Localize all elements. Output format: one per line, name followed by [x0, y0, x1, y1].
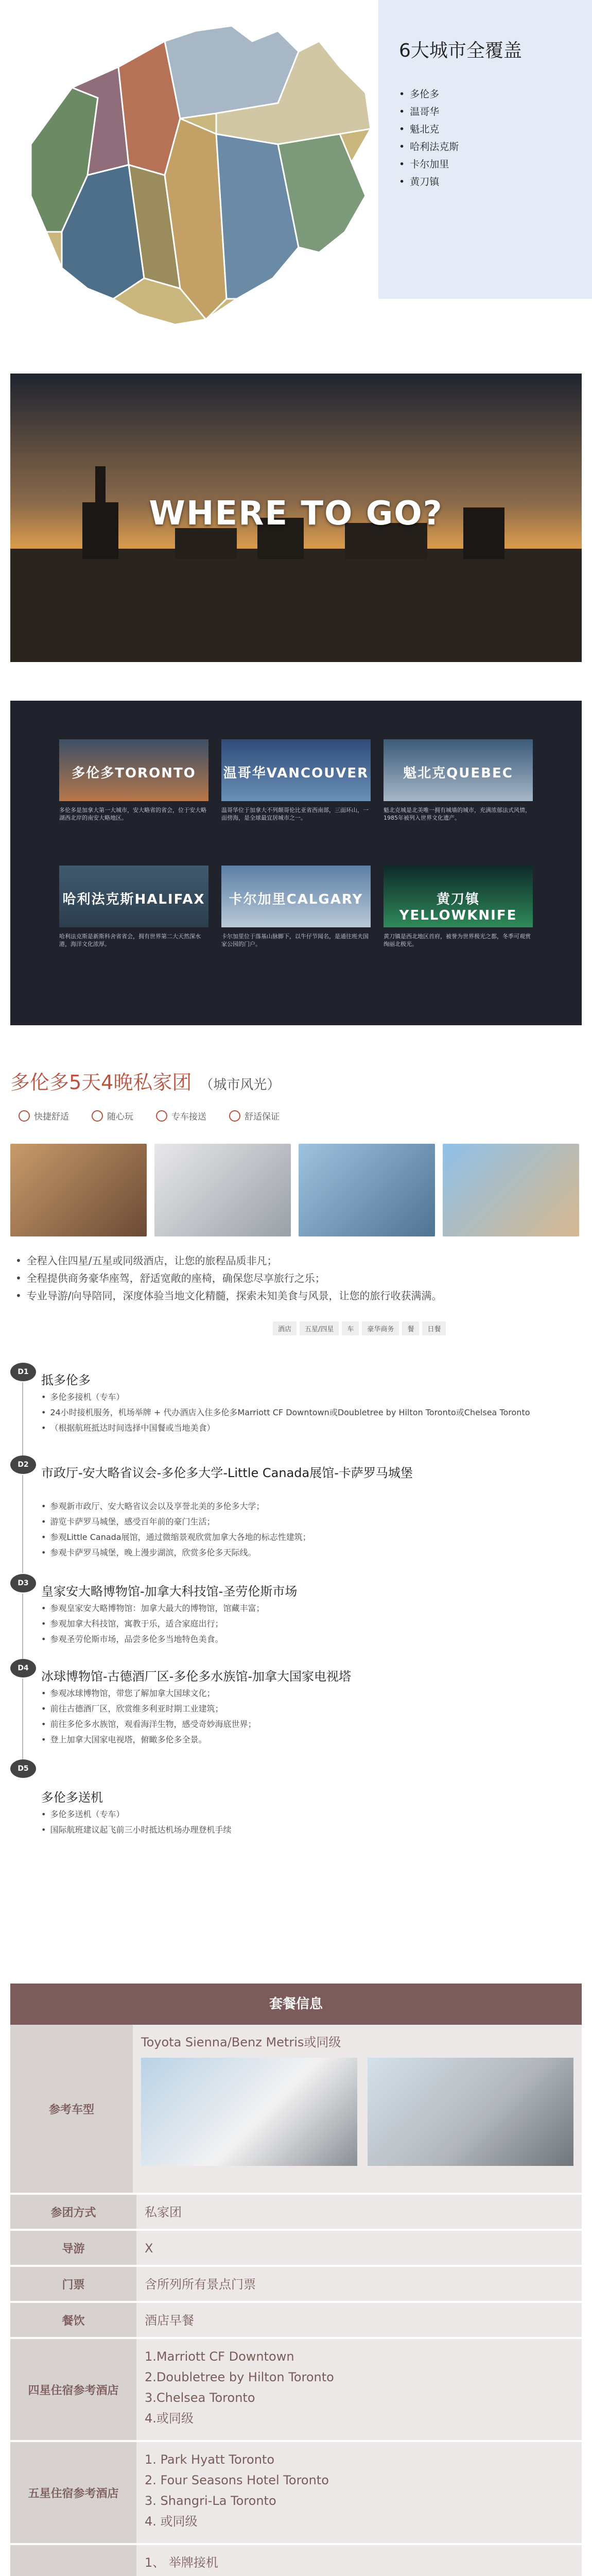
tag: [148, 1106, 215, 1125]
tour-section: [10, 1066, 582, 1835]
list-item: • 参观冰球博物馆，带您了解加拿大国球文化；: [41, 1686, 566, 1701]
city-photo: [299, 1144, 435, 1236]
tag-icon: [229, 1110, 240, 1122]
city-card-vancouver[interactable]: [221, 739, 371, 801]
row-value: 含所列所有景点门票: [136, 2267, 582, 2301]
city-name: 黄刀镇YELLOWKNIFE: [399, 892, 517, 923]
cities-title: 6大城市全覆盖: [399, 40, 522, 61]
row-key: 五星住宿参考酒店: [10, 2442, 136, 2543]
row-key: 四星住宿参考酒店: [10, 2339, 136, 2440]
canada-map: [10, 10, 381, 340]
tag: [83, 1106, 142, 1125]
city-desc: 多伦多是加拿大第一大城市，安大略省的省会，位于安大略湖西北岸的南安大略地区。: [59, 807, 206, 821]
list-item: 1.Marriott CF Downtown: [145, 2349, 294, 2364]
tag-icon: [19, 1110, 30, 1122]
list-item: • 参观Little Canada展馆，通过微缩景观欣赏加拿大各地的标志性建筑；: [41, 1530, 566, 1545]
tag-label: 专车接送: [171, 1112, 206, 1122]
city-card-toronto[interactable]: [59, 739, 208, 801]
row-key: 导游: [10, 2231, 136, 2265]
toyota-photo: [141, 2058, 357, 2166]
day-badge: D4: [10, 1659, 36, 1677]
city-name: 魁北克QUEBEC: [403, 766, 513, 781]
list-item: • 多伦多送机（专车）: [41, 1807, 566, 1822]
city-name: 温哥华VANCOUVER: [223, 766, 369, 781]
list-item: • 参观卡萨罗马城堡，晚上漫步湖滨，欣赏多伦多天际线。: [41, 1545, 566, 1561]
day-title: 皇家安大略博物馆-加拿大科技馆-圣劳伦斯市场: [41, 1584, 298, 1599]
city-list: [399, 86, 571, 191]
row-value: X: [136, 2231, 582, 2265]
table-row: [10, 2195, 582, 2231]
list-item: • 多伦多接机（专车）: [41, 1389, 566, 1405]
price-value[interactable]: 豪华商务: [362, 1321, 399, 1335]
city-desc: 黄刀镇是西北地区首府，被誉为世界极光之都，冬季可观赏绚丽北极光。: [384, 933, 531, 947]
row-value: [136, 2442, 582, 2543]
benz-photo: [368, 2058, 573, 2166]
list-item: • 卡尔加里: [399, 156, 571, 173]
day-title: 市政厅-安大略省议会-多伦多大学-Little Canada展馆-卡萨罗马城堡: [41, 1466, 413, 1480]
day-title: 冰球博物馆-古德酒厂区-多伦多水族馆-加拿大国家电视塔: [41, 1669, 351, 1684]
tour-title: [10, 1066, 582, 1095]
row-value: 私家团: [136, 2195, 582, 2229]
list-item: • 国际航班建议起飞前三小时抵达机场办理登机手续: [41, 1822, 566, 1838]
list-item: • 温哥华: [399, 103, 571, 121]
list-item: • 游览卡萨罗马城堡，感受百年前的豪门生活；: [41, 1514, 566, 1530]
timeline-line: [22, 1475, 23, 1573]
tag-icon: [156, 1110, 167, 1122]
tag-label: 随心玩: [107, 1112, 133, 1122]
day-items: [41, 1686, 566, 1748]
list-item: • 全程提供商务豪华座驾，舒适宽敞的座椅，确保您尽享旅行之乐；: [15, 1269, 577, 1287]
city-card-quebec[interactable]: [384, 739, 533, 801]
list-item: 3.Chelsea Toronto: [145, 2391, 255, 2405]
tour-subtitle: （城市风光）: [200, 1077, 281, 1093]
hotel-room-photo: [10, 1144, 147, 1236]
list-item: • （根据航班抵达时间选择中国餐或当地美食）: [41, 1420, 566, 1436]
price-value[interactable]: 日餐: [422, 1321, 446, 1335]
timeline-line: [22, 1594, 23, 1660]
table-row: [10, 2442, 582, 2545]
list-item: • 魁北克: [399, 121, 571, 138]
list-item: • 前往多伦多水族馆，观看海洋生物，感受奇妙海底世界；: [41, 1717, 566, 1732]
list-item: 2. Four Seasons Hotel Toronto: [145, 2473, 329, 2487]
day-title: 多伦多送机: [41, 1790, 103, 1805]
row-value: [136, 2545, 582, 2576]
city-desc: 温哥华位于加拿大不列颠哥伦比亚省西南部，三面环山，一面傍海，是全球最宜居城市之一。: [221, 807, 369, 821]
row-key: 餐饮: [10, 2303, 136, 2337]
list-item: • 参观圣劳伦斯市场，品尝多伦多当地特色美食。: [41, 1632, 566, 1647]
city-card-yellowknife[interactable]: [384, 866, 533, 927]
city-name: 卡尔加里CALGARY: [229, 892, 363, 907]
banner-title: WHERE TO GO?: [149, 495, 443, 533]
city-desc: 哈利法克斯是新斯科舍省省会，拥有世界第二大天然深水港，海洋文化浓厚。: [59, 933, 201, 947]
tag-icon: [92, 1110, 103, 1122]
list-item: • 黄刀镇: [399, 173, 571, 191]
city-name: 哈利法克斯HALIFAX: [62, 892, 205, 907]
day-items: [41, 1389, 566, 1436]
list-item: • 哈利法克斯: [399, 138, 571, 156]
cities-panel: [378, 0, 592, 299]
row-key: 参团方式: [10, 2195, 136, 2229]
price-value[interactable]: 五星/四星: [300, 1321, 339, 1335]
day-items: [41, 1499, 566, 1561]
city-grid: [10, 701, 582, 1025]
list-item: • 专业导游/向导陪同，深度体验当地文化精髓，探索未知美食与风景，让您的旅行收获满满。: [15, 1287, 577, 1304]
list-item: • 参观皇家安大略博物馆：加拿大最大的博物馆，馆藏丰富；: [41, 1601, 566, 1616]
list-item: • 参观新市政厅、安大略省议会以及享誉北美的多伦多大学；: [41, 1499, 566, 1514]
car-models: Toyota Sienna/Benz Metris或同级: [141, 2035, 341, 2049]
day-badge: D3: [10, 1574, 36, 1592]
price-label: 酒店: [273, 1321, 297, 1335]
list-item: 2.Doubletree by Hilton Toronto: [145, 2370, 334, 2384]
traveler-photo: [443, 1144, 579, 1236]
tour-photos: [10, 1144, 582, 1236]
city-desc: 魁北克城是北美唯一拥有城墙的城市，充满浓郁法式风情，1985年被列入世界文化遗产。: [384, 807, 531, 821]
table-row: [10, 2025, 582, 2195]
day-badge: D1: [10, 1363, 36, 1381]
list-item: 3. Shangri-La Toronto: [145, 2494, 276, 2508]
day-title: 抵多伦多: [41, 1373, 91, 1387]
day-badge: D5: [10, 1759, 36, 1778]
tag: [10, 1106, 77, 1125]
table-row: [10, 2231, 582, 2267]
city-name: 多伦多TORONTO: [72, 766, 196, 781]
list-item: • 多伦多: [399, 86, 571, 103]
list-item: 4.或同级: [145, 2411, 194, 2426]
timeline-line: [22, 1382, 23, 1460]
list-item: [145, 2573, 573, 2576]
list-item: • 参观加拿大科技馆，寓教于乐，适合家庭出行；: [41, 1616, 566, 1632]
price-label: 餐: [402, 1321, 419, 1335]
tag: [221, 1106, 288, 1125]
row-value: [133, 2025, 582, 2193]
list-item: 4. 或同级: [145, 2514, 198, 2529]
price-options: [273, 1321, 446, 1335]
timeline-line: [22, 1679, 23, 1761]
city-card-calgary[interactable]: [221, 866, 371, 927]
package-title: 套餐信息: [10, 1984, 582, 2025]
list-item: • 全程入住四星/五星或同级酒店，让您的旅程品质非凡；: [15, 1252, 577, 1269]
table-row: [10, 2545, 582, 2576]
map-header: [0, 0, 592, 355]
car-photos: [141, 2058, 573, 2166]
package-table: [10, 1984, 582, 2576]
list-item: 1、 举牌接机: [145, 2555, 218, 2570]
row-value: [136, 2339, 582, 2440]
row-value: 酒店早餐: [136, 2303, 582, 2337]
table-row: [10, 2339, 582, 2442]
day-badge: D2: [10, 1455, 36, 1474]
tour-title-text: 多伦多5天4晚私家团: [10, 1071, 192, 1094]
city-desc: 卡尔加里位于落基山脉脚下，以牛仔节闻名，是通往班夫国家公园的门户。: [221, 933, 369, 947]
list-item: • 登上加拿大国家电视塔，俯瞰多伦多全景。: [41, 1732, 566, 1748]
list-item: • 前往古德酒厂区，欣赏维多利亚时期工业建筑；: [41, 1701, 566, 1717]
day-items: [41, 1807, 566, 1838]
tour-highlights: [10, 1252, 582, 1304]
row-key: 参考车型: [10, 2025, 133, 2193]
row-key: 门票: [10, 2267, 136, 2301]
price-label: 车: [342, 1321, 359, 1335]
day-items: [41, 1601, 566, 1647]
table-row: [10, 2267, 582, 2303]
row-key: [10, 2545, 136, 2576]
list-item: • 24小时接机服务，机场举牌 + 代办酒店入住多伦多Marriott CF Downtown或Doubletree by Hilton Toronto或Chelsea Toronto: [41, 1405, 566, 1420]
car-photo: [154, 1144, 291, 1236]
tag-label: 快捷舒适: [34, 1112, 69, 1122]
tag-label: 舒适保证: [245, 1112, 280, 1122]
city-card-halifax[interactable]: [59, 866, 208, 927]
list-item: 1. Park Hyatt Toronto: [145, 2452, 275, 2467]
table-row: [10, 2303, 582, 2339]
where-to-go-banner: [10, 374, 582, 662]
tour-tags: [10, 1106, 582, 1125]
